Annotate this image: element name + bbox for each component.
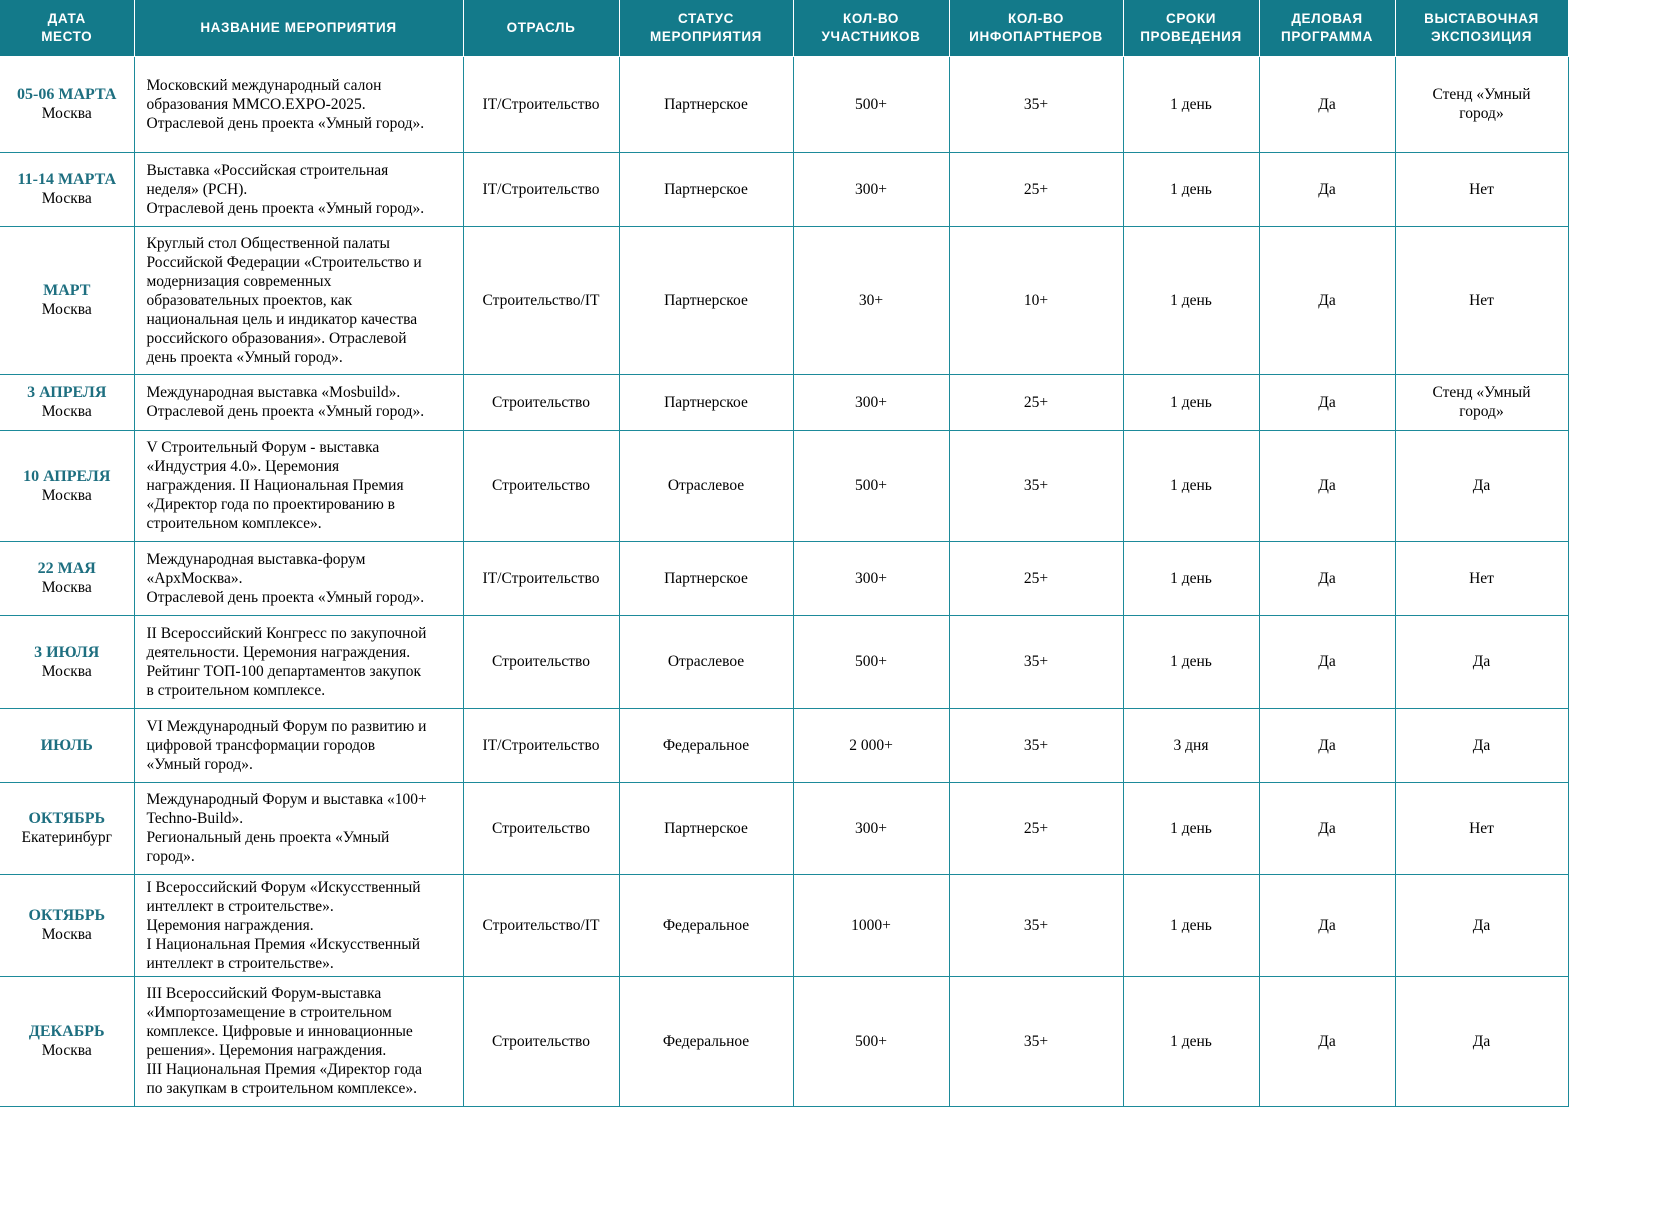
participants-cell: 500+ bbox=[793, 615, 949, 708]
header-infopartners: КОЛ-ВО ИНФОПАРТНЕРОВ bbox=[949, 0, 1123, 56]
date-place-cell bbox=[0, 976, 134, 1106]
infopartners-cell: 35+ bbox=[949, 976, 1123, 1106]
industry-cell: Строительство bbox=[463, 976, 619, 1106]
event-date: 10 АПРЕЛЯ bbox=[23, 467, 111, 485]
duration-cell: 1 день bbox=[1123, 541, 1259, 615]
business-program-cell: Да bbox=[1259, 708, 1395, 782]
participants-cell: 2 000+ bbox=[793, 708, 949, 782]
duration-cell: 1 день bbox=[1123, 56, 1259, 152]
exhibition-cell: Да bbox=[1395, 976, 1568, 1106]
table-body bbox=[0, 56, 1568, 1106]
exhibition-cell: Стенд «Умный город» bbox=[1395, 56, 1568, 152]
participants-cell: 300+ bbox=[793, 541, 949, 615]
exhibition-cell: Нет bbox=[1395, 541, 1568, 615]
business-program-cell: Да bbox=[1259, 615, 1395, 708]
business-program-cell: Да bbox=[1259, 152, 1395, 226]
business-program-cell: Да bbox=[1259, 226, 1395, 374]
status-cell: Отраслевое bbox=[619, 615, 793, 708]
date-place-cell bbox=[0, 152, 134, 226]
infopartners-cell: 25+ bbox=[949, 374, 1123, 430]
duration-cell: 1 день bbox=[1123, 430, 1259, 541]
header-participants: КОЛ-ВО УЧАСТНИКОВ bbox=[793, 0, 949, 56]
event-name-cell: Международная выставка-форум «АрхМосква». Отраслевой день проекта «Умный город». bbox=[134, 541, 463, 615]
duration-cell: 1 день bbox=[1123, 874, 1259, 976]
date-place-cell bbox=[0, 615, 134, 708]
table-row bbox=[0, 152, 1568, 226]
exhibition-cell: Нет bbox=[1395, 152, 1568, 226]
duration-cell: 1 день bbox=[1123, 374, 1259, 430]
event-place: Москва bbox=[41, 403, 92, 420]
infopartners-cell: 35+ bbox=[949, 615, 1123, 708]
table-row bbox=[0, 874, 1568, 976]
business-program-cell: Да bbox=[1259, 430, 1395, 541]
participants-cell: 500+ bbox=[793, 976, 949, 1106]
status-cell: Федеральное bbox=[619, 976, 793, 1106]
duration-cell: 1 день bbox=[1123, 226, 1259, 374]
status-cell: Партнерское bbox=[619, 782, 793, 874]
date-place-cell bbox=[0, 541, 134, 615]
event-place: Москва bbox=[41, 486, 92, 504]
status-cell: Партнерское bbox=[619, 56, 793, 152]
industry-cell: Строительство bbox=[463, 615, 619, 708]
header-industry: ОТРАСЛЬ bbox=[463, 0, 619, 56]
header-exhibition: ВЫСТАВОЧНАЯ ЭКСПОЗИЦИЯ bbox=[1395, 0, 1568, 56]
event-place: Москва bbox=[41, 301, 92, 318]
table-row bbox=[0, 782, 1568, 874]
event-name-cell: Круглый стол Общественной палаты Российской Федерации «Строительство и модернизация современных образовательных проектов, как национальная цель и индикатор качества российского образования». Отраслевой день проекта «Умный город». bbox=[134, 226, 463, 374]
status-cell: Федеральное bbox=[619, 874, 793, 976]
exhibition-cell: Нет bbox=[1395, 226, 1568, 374]
duration-cell: 1 день bbox=[1123, 615, 1259, 708]
table-row bbox=[0, 976, 1568, 1106]
event-name-cell: V Строительный Форум - выставка «Индустрия 4.0». Церемония награждения. II Национальная Премия «Директор года по проектированию в строительном комплексе». bbox=[134, 430, 463, 541]
exhibition-cell: Нет bbox=[1395, 782, 1568, 874]
participants-cell: 500+ bbox=[793, 56, 949, 152]
participants-cell: 1000+ bbox=[793, 874, 949, 976]
event-date: 3 АПРЕЛЯ bbox=[27, 384, 107, 401]
status-cell: Партнерское bbox=[619, 152, 793, 226]
participants-cell: 500+ bbox=[793, 430, 949, 541]
industry-cell: Строительство/IT bbox=[463, 226, 619, 374]
event-name-cell: VI Международный Форум по развитию и цифровой трансформации городов «Умный город». bbox=[134, 708, 463, 782]
event-date: 11-14 МАРТА bbox=[17, 171, 116, 188]
table-row bbox=[0, 615, 1568, 708]
event-name-cell: Выставка «Российская строительная неделя» (РСН). Отраслевой день проекта «Умный город». bbox=[134, 152, 463, 226]
infopartners-cell: 25+ bbox=[949, 152, 1123, 226]
duration-cell: 1 день bbox=[1123, 976, 1259, 1106]
exhibition-cell: Да bbox=[1395, 874, 1568, 976]
industry-cell: IT/Строительство bbox=[463, 541, 619, 615]
header-duration: СРОКИ ПРОВЕДЕНИЯ bbox=[1123, 0, 1259, 56]
exhibition-cell: Да bbox=[1395, 615, 1568, 708]
business-program-cell: Да bbox=[1259, 874, 1395, 976]
business-program-cell: Да bbox=[1259, 782, 1395, 874]
event-name-cell: III Всероссийский Форум-выставка «Импортозамещение в строительном комплексе. Цифровые и инновационные решения». Церемония награждения. III Национальная Премия «Директор года по закупкам в строительном комплексе». bbox=[134, 976, 463, 1106]
business-program-cell: Да bbox=[1259, 374, 1395, 430]
infopartners-cell: 35+ bbox=[949, 708, 1123, 782]
header-row bbox=[0, 0, 1568, 56]
table-row bbox=[0, 374, 1568, 430]
table-row bbox=[0, 430, 1568, 541]
exhibition-cell: Да bbox=[1395, 708, 1568, 782]
header-business-program: ДЕЛОВАЯ ПРОГРАММА bbox=[1259, 0, 1395, 56]
infopartners-cell: 25+ bbox=[949, 541, 1123, 615]
date-place-cell bbox=[0, 782, 134, 874]
infopartners-cell: 35+ bbox=[949, 874, 1123, 976]
table-row bbox=[0, 56, 1568, 152]
event-name-cell: I Всероссийский Форум «Искусственный интеллект в строительстве». Церемония награждения. I Национальная Премия «Искусственный интеллект в строительстве». bbox=[134, 874, 463, 976]
status-cell: Партнерское bbox=[619, 541, 793, 615]
table-row bbox=[0, 541, 1568, 615]
event-date: 22 МАЯ bbox=[37, 560, 96, 577]
event-place: Москва bbox=[41, 579, 92, 596]
table-header bbox=[0, 0, 1568, 56]
date-place-cell bbox=[0, 226, 134, 374]
event-place: Москва bbox=[41, 662, 92, 680]
date-place-cell bbox=[0, 708, 134, 782]
business-program-cell: Да bbox=[1259, 56, 1395, 152]
date-place-cell bbox=[0, 874, 134, 976]
event-place: Москва bbox=[41, 1042, 92, 1059]
event-name-cell: Международная выставка «Mosbuild». Отраслевой день проекта «Умный город». bbox=[134, 374, 463, 430]
header-event-name: НАЗВАНИЕ МЕРОПРИЯТИЯ bbox=[134, 0, 463, 56]
status-cell: Федеральное bbox=[619, 708, 793, 782]
event-date: ИЮЛЬ bbox=[40, 736, 93, 754]
duration-cell: 3 дня bbox=[1123, 708, 1259, 782]
duration-cell: 1 день bbox=[1123, 782, 1259, 874]
table-row bbox=[0, 226, 1568, 374]
infopartners-cell: 35+ bbox=[949, 430, 1123, 541]
header-date-place: ДАТА МЕСТО bbox=[0, 0, 134, 56]
industry-cell: IT/Строительство bbox=[463, 152, 619, 226]
event-date: 05-06 МАРТА bbox=[17, 86, 117, 103]
duration-cell: 1 день bbox=[1123, 152, 1259, 226]
event-date: ДЕКАБРЬ bbox=[28, 1023, 105, 1040]
industry-cell: IT/Строительство bbox=[463, 56, 619, 152]
industry-cell: Строительство bbox=[463, 430, 619, 541]
event-place: Москва bbox=[41, 926, 92, 943]
status-cell: Партнерское bbox=[619, 374, 793, 430]
table-row bbox=[0, 708, 1568, 782]
industry-cell: IT/Строительство bbox=[463, 708, 619, 782]
participants-cell: 300+ bbox=[793, 152, 949, 226]
infopartners-cell: 35+ bbox=[949, 56, 1123, 152]
industry-cell: Строительство bbox=[463, 782, 619, 874]
event-name-cell: II Всероссийский Конгресс по закупочной деятельности. Церемония награждения. Рейтинг ТОП-100 департаментов закупок в строительном комплексе. bbox=[134, 615, 463, 708]
header-status: СТАТУС МЕРОПРИЯТИЯ bbox=[619, 0, 793, 56]
event-date: ОКТЯБРЬ bbox=[28, 810, 106, 827]
status-cell: Партнерское bbox=[619, 226, 793, 374]
infopartners-cell: 25+ bbox=[949, 782, 1123, 874]
participants-cell: 300+ bbox=[793, 374, 949, 430]
event-place: Екатеринбург bbox=[21, 829, 112, 846]
status-cell: Отраслевое bbox=[619, 430, 793, 541]
event-name-cell: Московский международный салон образования ММСО.EXPO-2025. Отраслевой день проекта «Умный город». bbox=[134, 56, 463, 152]
business-program-cell: Да bbox=[1259, 541, 1395, 615]
exhibition-cell: Да bbox=[1395, 430, 1568, 541]
participants-cell: 30+ bbox=[793, 226, 949, 374]
date-place-cell bbox=[0, 56, 134, 152]
infopartners-cell: 10+ bbox=[949, 226, 1123, 374]
event-date: ОКТЯБРЬ bbox=[28, 907, 106, 924]
industry-cell: Строительство/IT bbox=[463, 874, 619, 976]
event-date: МАРТ bbox=[43, 282, 91, 299]
participants-cell: 300+ bbox=[793, 782, 949, 874]
event-date: 3 ИЮЛЯ bbox=[34, 643, 100, 661]
date-place-cell bbox=[0, 430, 134, 541]
business-program-cell: Да bbox=[1259, 976, 1395, 1106]
date-place-cell bbox=[0, 374, 134, 430]
industry-cell: Строительство bbox=[463, 374, 619, 430]
event-name-cell: Международный Форум и выставка «100+ Techno-Build». Региональный день проекта «Умный город». bbox=[134, 782, 463, 874]
exhibition-cell: Стенд «Умный город» bbox=[1395, 374, 1568, 430]
event-place: Москва bbox=[41, 105, 92, 122]
event-place: Москва bbox=[41, 190, 92, 207]
